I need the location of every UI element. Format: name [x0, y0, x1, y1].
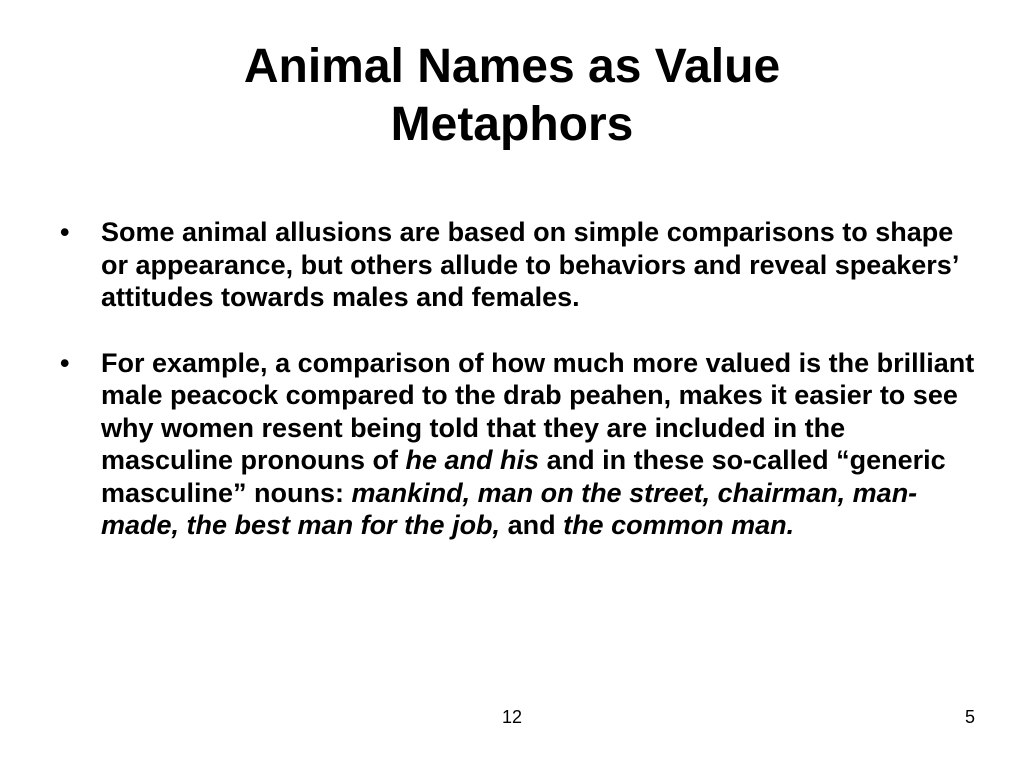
bullet-2-segment: and — [500, 510, 564, 540]
bullet-2-segment: For example, a comparison of how much more valued is the brilliant male peacock compared to the drab peahen, makes it easier to see why women resent being told that they are included in the masculine pronouns of — [101, 347, 975, 475]
bullet-2-italic-common-man: the common man. — [563, 510, 795, 540]
bullet-item-1 — [58, 216, 978, 314]
bullet-2-italic-pronouns: he and his — [405, 445, 540, 475]
bullet-item-2 — [58, 347, 978, 542]
bullet-list — [58, 216, 978, 575]
bullet-2-segment: and in these so-called “generic masculine” nouns: — [101, 445, 946, 508]
slide-page-number: 5 — [964, 707, 975, 727]
slide-title-line1: Animal Names as Value — [243, 40, 781, 93]
bullet-2-italic-nouns: mankind, man on the street, chairman, man-made, the best man for the job, — [101, 477, 918, 540]
bullet-dot-icon: • — [60, 347, 70, 378]
bullet-text-1: Some animal allusions are based on simple comparisons to shape or appearance, but others allude to behaviors and reveal speakers’ attitudes towards males and females. — [101, 217, 958, 312]
slide-title-line2: Metaphors — [390, 98, 634, 151]
slide-title — [120, 38, 904, 154]
bullet-text-2 — [101, 348, 974, 541]
bullet-dot-icon: • — [60, 217, 70, 247]
footer-center-number: 12 — [501, 707, 523, 727]
